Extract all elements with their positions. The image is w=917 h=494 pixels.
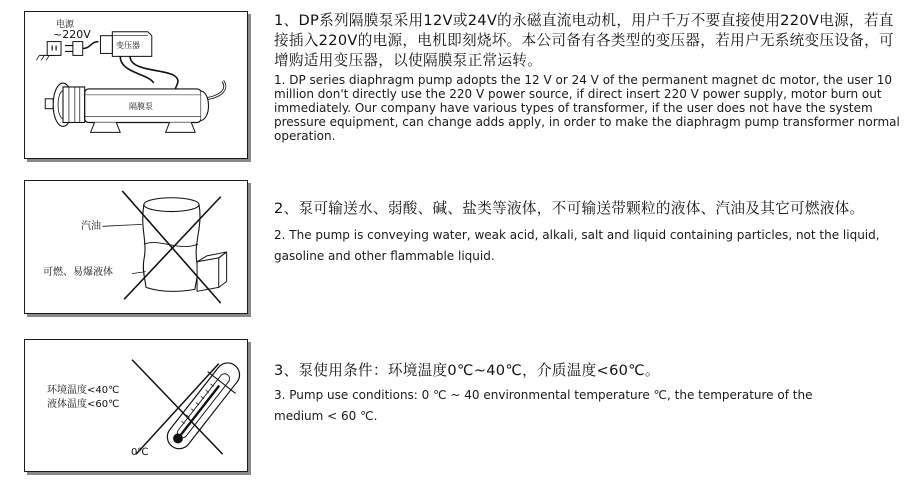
transformer-label: 变压器 xyxy=(116,41,140,50)
section-3-english-text: 3. Pump use conditions: 0 ℃ ~ 40 environmental temperature ℃, the temperature of the medium < 60 ℃. xyxy=(274,388,813,423)
section-1-power-warning xyxy=(274,11,904,143)
ambient-temperature-label: 环境温度<40℃ xyxy=(47,385,120,396)
section-1-english-text: 1. DP series diaphragm pump adopts the 12 V or 24 V of the permanent magnet dc motor, the user 10 million don't directly use the 220 V power source, if direct insert 220 V power supply, motor burn out immediately. Our company have various types of transformer, if the user does not have the system pressure equipment, can change adds apply, in order to make the diaphragm pump transformer normal operation. xyxy=(274,73,900,143)
temperature-conditions-illustration xyxy=(24,339,248,472)
voltage-label: ~220V xyxy=(53,28,91,41)
section-2-chinese-text: 2、泵可输送水、弱酸、碱、盐类等液体，不可输送带颗粒的液体、汽油及其它可燃液体。 xyxy=(274,200,865,217)
section-3-use-conditions xyxy=(274,361,904,427)
prohibited-liquids-illustration xyxy=(24,180,248,314)
gasoline-label: 汽油 xyxy=(81,221,101,232)
zero-degree-label: 0℃ xyxy=(131,447,149,458)
prohibited-liquids-drawing xyxy=(25,181,247,313)
power-source-label: 电源 xyxy=(56,20,75,30)
pump-transformer-illustration xyxy=(24,11,248,159)
section-3-chinese-text: 3、泵使用条件：环境温度0℃~40℃，介质温度<60℃。 xyxy=(274,362,660,379)
diaphragm-pump-label: 隔膜泵 xyxy=(129,102,153,111)
flammable-liquid-label: 可燃、易爆液体 xyxy=(43,267,113,278)
section-2-english-text: 2. The pump is conveying water, weak acid, alkali, salt and liquid containing particles, not the liquid, gasoline and other flammable liquid. xyxy=(274,228,880,263)
section-1-chinese-text: 1、DP系列隔膜泵采用12V或24V的永磁直流电动机，用户千万不要直接使用220V电源，若直接插入220V的电源，电机即刻烧坏。本公司备有各类型的变压器，若用户无系统变压设备，可增购适用变压器，以使隔膜泵正常运转。 xyxy=(274,12,894,69)
liquid-temperature-label: 液体温度<60℃ xyxy=(47,399,120,410)
section-2-liquid-types xyxy=(274,197,904,267)
